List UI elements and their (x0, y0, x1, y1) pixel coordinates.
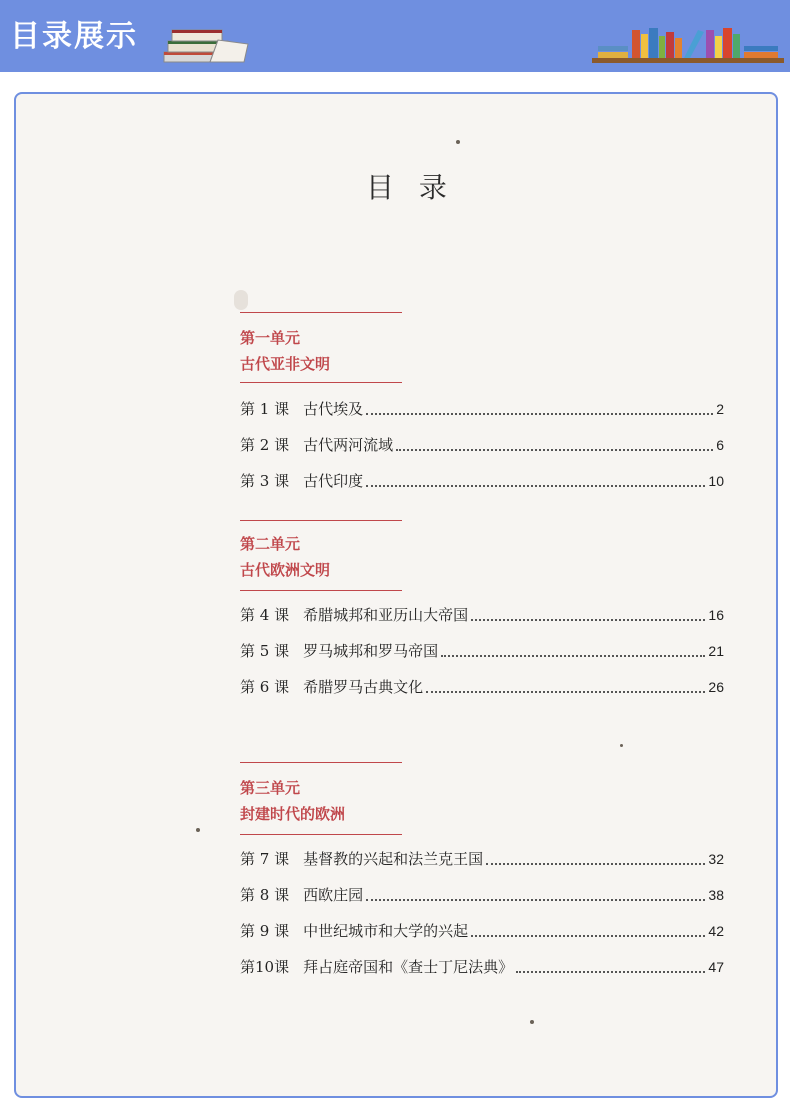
lesson-number: 第 6 课 (240, 678, 290, 696)
speck (620, 744, 623, 747)
unit-divider (240, 520, 402, 521)
lesson-row-9[interactable] (240, 920, 724, 942)
lesson-title: 希腊城邦和亚历山大帝国 (303, 606, 469, 624)
lesson-page: 26 (708, 679, 724, 695)
dot-leader (471, 619, 705, 621)
lesson-title: 中世纪城市和大学的兴起 (303, 922, 469, 940)
lesson-title: 古代印度 (303, 472, 364, 490)
lesson-row-8[interactable] (240, 884, 724, 906)
lesson-number: 第 4 课 (240, 606, 290, 624)
lesson-number: 第 7 课 (240, 850, 290, 868)
lesson-number: 第 5 课 (240, 642, 290, 660)
lesson-title: 古代两河流域 (303, 436, 394, 454)
lesson-page: 38 (708, 887, 724, 903)
unit-divider (240, 762, 402, 763)
lesson-row-2[interactable] (240, 434, 724, 456)
lesson-title: 基督教的兴起和法兰克王国 (303, 850, 484, 868)
speck (196, 828, 200, 832)
dot-leader (471, 935, 705, 937)
header-banner (0, 0, 790, 72)
lesson-title: 罗马城邦和罗马帝国 (303, 642, 439, 660)
dot-leader (441, 655, 705, 657)
lesson-title: 西欧庄园 (303, 886, 364, 904)
lesson-row-3[interactable] (240, 470, 724, 492)
unit-2-title: 古代欧洲文明 (240, 561, 331, 579)
lesson-title: 希腊罗马古典文化 (303, 678, 424, 696)
speck (530, 1020, 534, 1024)
lesson-number: 第 8 课 (240, 886, 290, 904)
lesson-number: 第 3 课 (240, 472, 290, 490)
lesson-row-6[interactable] (240, 676, 724, 698)
speck (456, 140, 460, 144)
lesson-page: 2 (716, 401, 724, 417)
dot-leader (366, 485, 705, 487)
dot-leader (426, 691, 705, 693)
dot-leader (366, 413, 713, 415)
lesson-number: 第 1 课 (240, 400, 290, 418)
toc-title: 目 录 (366, 171, 455, 204)
lesson-page: 10 (708, 473, 724, 489)
unit-divider (240, 382, 402, 383)
header-title: 目录展示 (10, 19, 138, 54)
table-of-contents-page (14, 92, 778, 1098)
lesson-number: 第 2 课 (240, 436, 290, 454)
lesson-row-1[interactable] (240, 398, 724, 420)
lesson-row-5[interactable] (240, 640, 724, 662)
unit-1-number: 第一单元 (240, 329, 301, 347)
lesson-row-10[interactable] (240, 956, 724, 978)
unit-divider (240, 834, 402, 835)
dot-leader (396, 449, 713, 451)
lesson-title: 拜占庭帝国和《查士丁尼法典》 (303, 958, 514, 976)
bookshelf-icon (592, 24, 784, 64)
dot-leader (516, 971, 705, 973)
unit-1-title: 古代亚非文明 (240, 355, 331, 373)
lesson-page: 6 (716, 437, 724, 453)
unit-divider (240, 590, 402, 591)
lesson-number: 第10课 (240, 958, 290, 976)
unit-2-number: 第二单元 (240, 535, 301, 553)
unit-divider (240, 312, 402, 313)
unit-3-title: 封建时代的欧洲 (240, 805, 346, 823)
unit-3-number: 第三单元 (240, 779, 301, 797)
dot-leader (486, 863, 705, 865)
lesson-title: 古代埃及 (303, 400, 364, 418)
lesson-number: 第 9 课 (240, 922, 290, 940)
lesson-page: 32 (708, 851, 724, 867)
lesson-page: 16 (708, 607, 724, 623)
lesson-row-4[interactable] (240, 604, 724, 626)
lesson-page: 21 (708, 643, 724, 659)
lesson-page: 42 (708, 923, 724, 939)
lesson-row-7[interactable] (240, 848, 724, 870)
dot-leader (366, 899, 705, 901)
stacked-books-icon (160, 22, 250, 66)
smudge (234, 290, 248, 310)
lesson-page: 47 (708, 959, 724, 975)
